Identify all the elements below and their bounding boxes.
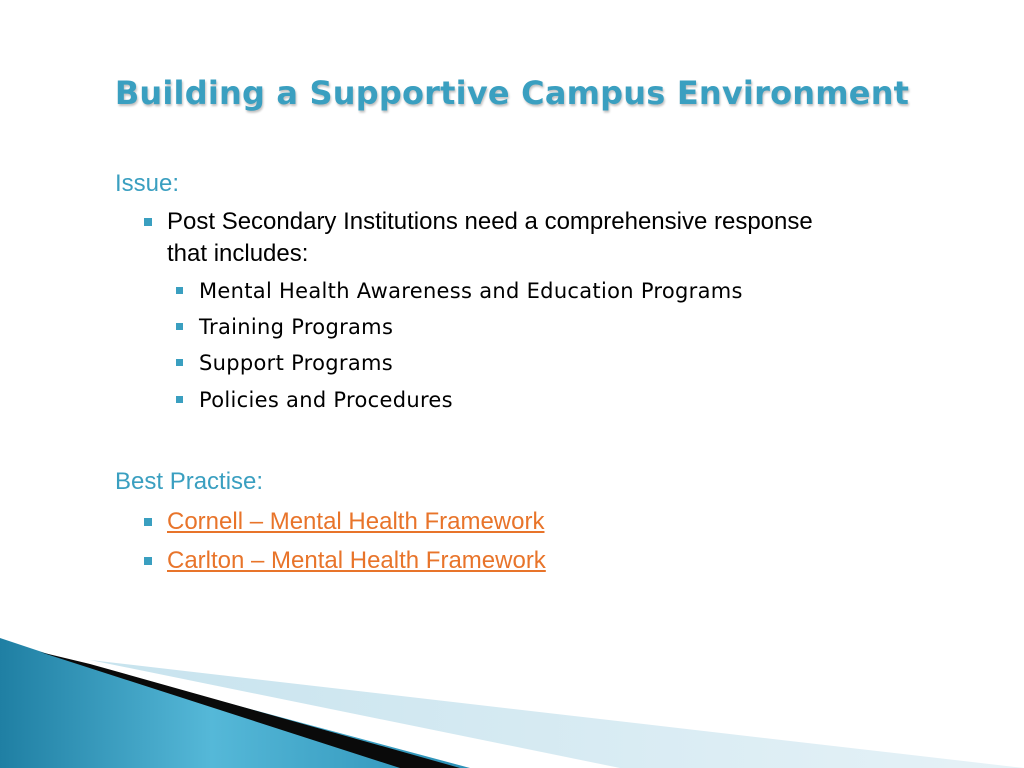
sub-point-text: Policies and Procedures [199, 388, 453, 412]
sub-point-text: Training Programs [199, 315, 394, 339]
sub-point-text: Mental Health Awareness and Education Programs [199, 279, 743, 303]
sub-point-text: Support Programs [199, 351, 394, 375]
square-bullet-icon [176, 287, 183, 294]
square-bullet-icon [176, 359, 183, 366]
cornell-framework-link[interactable]: Cornell – Mental Health Framework [167, 508, 545, 535]
carlton-framework-link[interactable]: Carlton – Mental Health Framework [167, 547, 546, 574]
issue-main-point-line2: that includes: [167, 240, 309, 267]
square-bullet-icon [176, 396, 183, 403]
best-practise-label: Best Practise: [115, 468, 264, 495]
square-bullet-icon [144, 557, 152, 565]
issue-label: Issue: [115, 170, 180, 197]
square-bullet-icon [176, 323, 183, 330]
square-bullet-icon [144, 518, 152, 526]
decorative-swoosh [0, 638, 1024, 768]
slide-title: Building a Supportive Campus Environment [114, 74, 910, 112]
square-bullet-icon [144, 218, 152, 226]
issue-main-point-line1: Post Secondary Institutions need a comprehensive response [167, 208, 813, 235]
